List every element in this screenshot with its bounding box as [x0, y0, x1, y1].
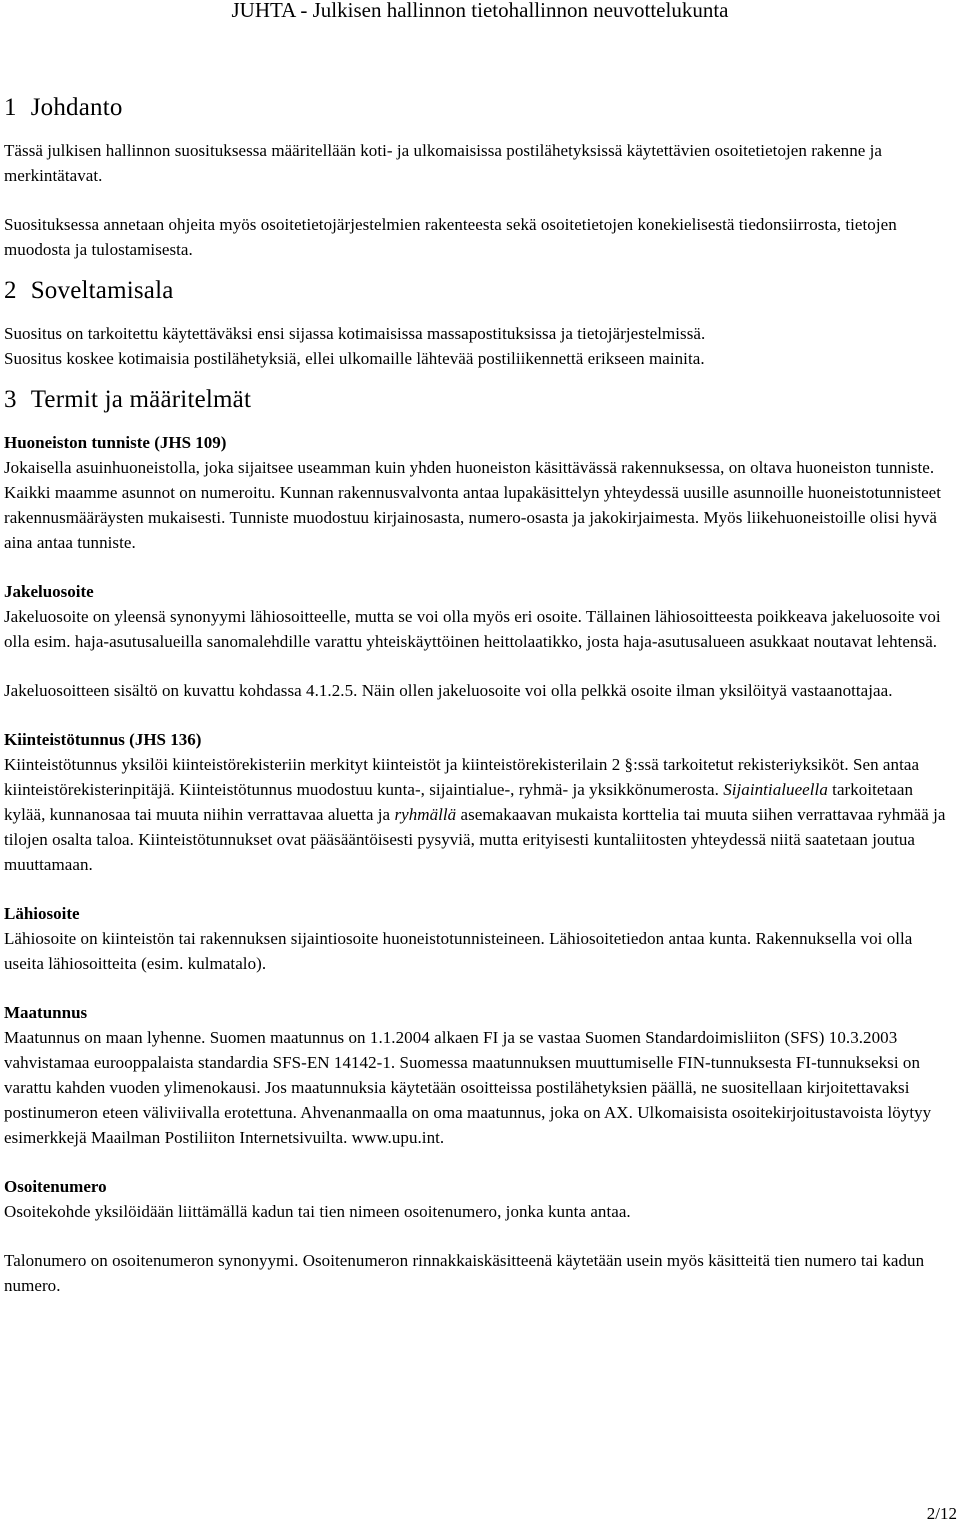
paragraph: Suosituksessa annetaan ohjeita myös osoitetietojärjestelmien rakenteesta sekä osoitetietojen konekielisestä tiedonsiirrosta, tietojen muodosta ja tulostamisesta. — [4, 215, 897, 259]
term-entry-maatunnus — [4, 1000, 954, 1150]
text-run: Kiinteistötunnus yksilöi kiinteistörekisteriin merkityt kiinteistöt ja kiinteistörekisterilain 2 §:ssä tarkoitetut rekisteriyksiköt. Sen antaa kiinteistörekisterinpitäjä. Kiinteistötunnus muodostuu kunta-, sijaintialue-, ryhmä- ja yksikkönumerosta. — [4, 755, 920, 799]
paragraph: Suositus on tarkoitettu käytettäväksi ensi sijassa kotimaisissa massapostituksissa ja tietojärjestelmissä. — [4, 324, 706, 343]
term-heading: Jakeluosoite — [4, 582, 94, 601]
term-heading: Kiinteistötunnus (JHS 136) — [4, 730, 202, 749]
term-heading: Maatunnus — [4, 1003, 88, 1022]
term-entry-jakeluosoite — [4, 579, 954, 703]
page-number: 2/12 — [926, 1504, 957, 1523]
text-run: asemakaavan mukaista korttelia tai muuta siihen verrattavaa ryhmää ja tilojen osalta taloa. Kiinteistötunnukset ovat pääsääntöisesti pysyviä, mutta erityisesti kuntaliitosten yhteydessä niitä saatetaan joutua muuttamaan. — [4, 805, 946, 874]
term-heading: Lähiosoite — [4, 904, 80, 923]
text-run: tarkoitetaan kylää, kunnanosaa tai muuta niihin verrattavaa aluetta ja — [4, 780, 914, 824]
document-body — [4, 93, 954, 1322]
term-entry-lahiosoite — [4, 901, 954, 976]
paragraph: Suositus koskee kotimaisia postilähetyksiä, ellei ulkomaille lähtevää postiliikennettä erikseen mainita. — [4, 349, 705, 368]
section-heading-johdanto — [4, 93, 954, 123]
paragraph: Lähiosoite on kiinteistön tai rakennuksen sijaintiosoite huoneistotunnisteineen. Lähiosoitetiedon antaa kunta. Rakennuksella voi olla useita lähiosoitteita (esim. kulmatalo). — [4, 929, 913, 973]
section-title: Soveltamisala — [30, 277, 174, 304]
section-heading-termit — [4, 385, 954, 415]
section-title: Johdanto — [30, 94, 123, 121]
paragraph: Jakeluosoitteen sisältö on kuvattu kohdassa 4.1.2.5. Näin ollen jakeluosoite voi olla pelkkä osoite ilman yksilöityä vastaanottajaa. — [4, 681, 893, 700]
section-heading-soveltamisala — [4, 276, 954, 306]
italic-term: ryhmällä — [394, 805, 457, 824]
term-entry-osoitenumero — [4, 1174, 954, 1298]
section-title: Termit ja määritelmät — [30, 386, 252, 413]
paragraph: Jokaisella asuinhuoneistolla, joka sijaitsee useamman kuin yhden huoneiston käsittävässä rakennuksessa, on oltava huoneiston tunniste. Kaikki maamme asunnot on numeroitu. Kunnan rakennusvalvonta antaa lupakäsittelyn yhteydessä uusille asunnoille huoneistotunnisteet rakennusmääräysten mukaisesti. Tunniste muodostuu kirjainosasta, numero-osasta ja jakokirjaimesta. Myös liikehuoneistoille olisi hyvä aina antaa tunniste. — [4, 458, 942, 552]
paragraph — [4, 752, 954, 877]
paragraph: Maatunnus on maan lyhenne. Suomen maatunnus on 1.1.2004 alkaen FI ja se vastaa Suomen Standardoimisliiton (SFS) 10.3.2003 vahvistamaa eurooppalaista standardia SFS-EN 14142-1. Suomessa maatunnuksen muuttumiselle FIN-tunnuksesta FI-tunnukseksi on varattu kahden vuoden ylimenokausi. Jos maatunnuksia käytetään osoitteissa postilähetyksien päällä, ne suositellaan kirjoitettavaksi postinumeron eteen väliviivalla erotettuna. Ahvenanmaalla on oma maatunnus, joka on AX. Ulkomaisista osoitekirjoitustavoista löytyy esimerkkejä Maailman Postiliiton Internetsivuilta. www.upu.int. — [4, 1028, 932, 1147]
paragraph: Osoitekohde yksilöidään liittämällä kadun tai tien nimeen osoitenumero, jonka kunta antaa. — [4, 1202, 631, 1221]
paragraph: Tässä julkisen hallinnon suosituksessa määritellään koti- ja ulkomaisissa postilähetyksissä käytettävien osoitetietojen rakenne ja merkintätavat. — [4, 141, 883, 185]
term-heading: Huoneiston tunniste (JHS 109) — [4, 433, 227, 452]
term-heading: Osoitenumero — [4, 1177, 107, 1196]
section-number: 2 — [4, 277, 17, 304]
paragraph: Jakeluosoite on yleensä synonyymi lähiosoitteelle, mutta se voi olla myös eri osoite. Tällainen lähiosoitteesta poikkeava jakeluosoite voi olla esim. haja-asutusalueilla sanomalehdille varattu yhteiskäyttöinen heittolaatikko, josta haja-asutusalueen asukkaat noutavat lehtensä. — [4, 607, 941, 651]
italic-term: Sijaintialueella — [723, 780, 828, 799]
paragraph: Talonumero on osoitenumeron synonyymi. Osoitenumeron rinnakkaiskäsitteenä käytetään usein myös käsitteitä tien numero tai kadun numero. — [4, 1251, 925, 1295]
section-number: 1 — [4, 94, 17, 121]
term-entry-kiinteistotunnus — [4, 727, 954, 877]
term-entry-huoneiston-tunniste — [4, 430, 954, 555]
page-header: JUHTA - Julkisen hallinnon tietohallinnon neuvottelukunta — [231, 0, 729, 22]
section-number: 3 — [4, 386, 17, 413]
